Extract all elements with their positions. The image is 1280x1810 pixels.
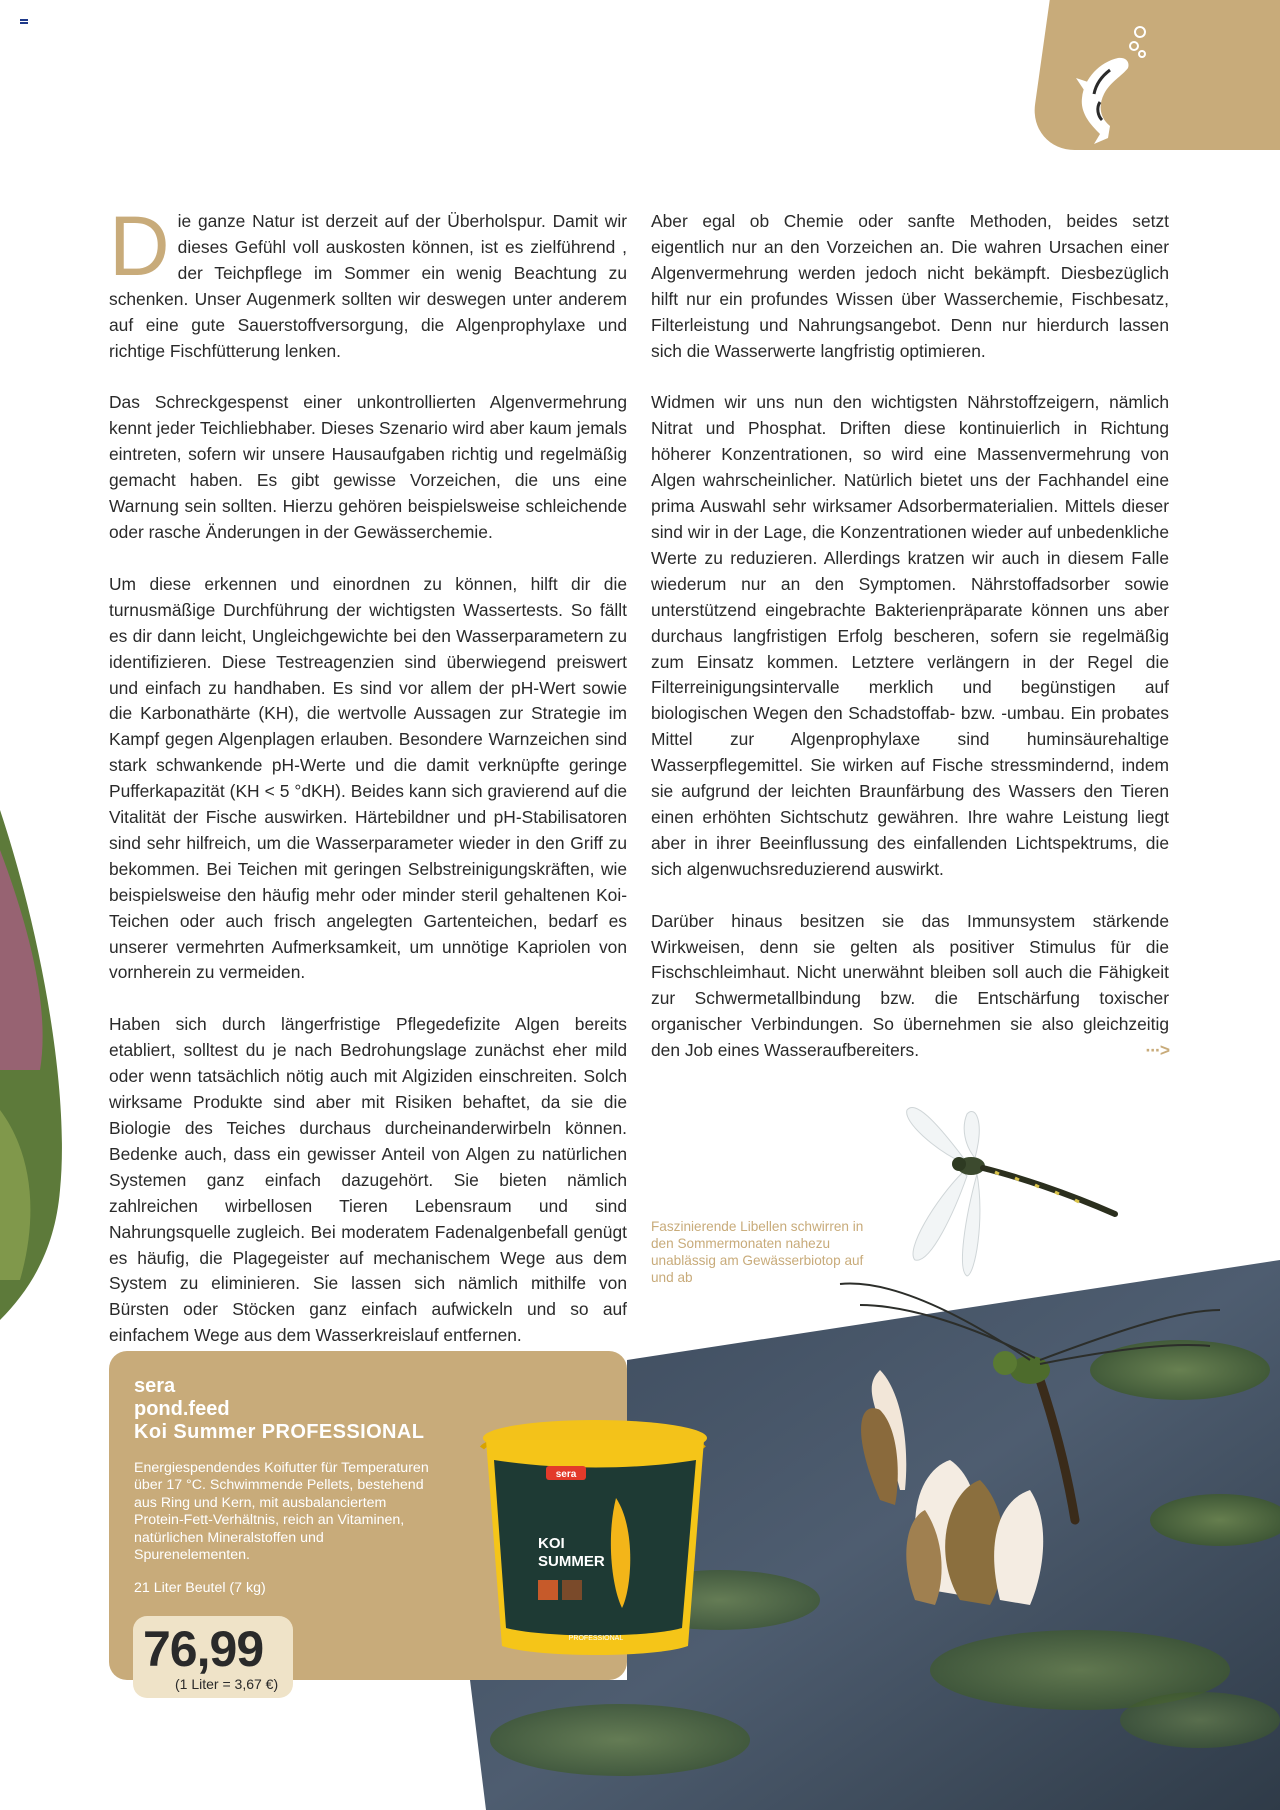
bucket-brand: sera (555, 1469, 577, 1480)
continue-arrow-icon[interactable]: ···> (1145, 1040, 1169, 1061)
article-paragraph: Aber egal ob Chemie oder sanfte Methoden, beides setzt eigentlich nur an den Vorzeichen an. Die wahren Ursachen einer Algenvermehrung werden jedoch nicht bekämpft. Diesbezüglich hilft nur ein profundes Wissen über Wasserchemie, Fischbesatz, Filterleistung und Nahrungsangebot. Denn nur hierdurch lassen sich die Wasserwerte langfristig optimieren. (651, 211, 1169, 361)
koi-fish-logo-icon (1070, 22, 1150, 147)
product-bucket-image (476, 1408, 714, 1658)
article-paragraph: Die ganze Natur ist derzeit auf der Überholspur. Damit wir dieses Gefühl voll auskosten können, ist es zielführend , der Teichpflege im Sommer ein wenig Beachtung zu schenken. Unser Augenmerk sollten wir deswegen unter anderem auf eine gute Sauerstoffversorgung, die Algenprophylaxe und richtige Fischfütterung lenken. (109, 199, 627, 361)
unit-price: (1 Liter = 3,67 €) (175, 1676, 279, 1692)
product-description: Energiespendendes Koifutter für Temperaturen über 17 °C. Schwimmende Pellets, bestehend aus Ring und Kern, mit ausbalanciertem Protein-Fett-Verhältnis, reich an Vitaminen, natürlichen Mineralstoffen und Spurenelementen. (134, 1460, 429, 1564)
dropcap: D (109, 199, 170, 293)
bucket-footer: PROFESSIONAL (568, 1635, 624, 1642)
garden-photo (0, 810, 70, 1320)
image-caption: Faszinierende Libellen schwirren in den Sommermonaten nahezu unablässig am Gewässerbiotop auf und ab (651, 1219, 864, 1285)
article-paragraph: Haben sich durch längerfristige Pflegedefizite Algen bereits etabliert, solltest du je nach Bedrohungslage zunächst eher mild oder wenn tatsächlich nötig auch mit Algiziden einschreiten. Solch wirksame Produkte sind aber mit Risiken behaftet, da sie die Biologie des Teiches durchaus durcheinanderwirbeln können. Bedenke auch, dass ein gewisser Anteil von Algen zu natürlichen Systemen ganz einfach dazugehört. Sie bieten nämlich zahlreichen wirbellosen Tieren Lebensraum und sind Nahrungsquelle zugleich. Bei moderatem Fadenalgenbefall genügt es häufig, die Plagegeister auf mechanischem Wege aus dem System zu eliminieren. Sie lassen sich nämlich mithilfe von Bürsten oder Stöcken ganz einfach aufwickeln und so auf einfachem Wege aus dem Wasserkreislauf entfernen. (109, 1014, 627, 1346)
language-flag-icon[interactable] (20, 19, 28, 26)
article-left-column (109, 199, 627, 1375)
article-paragraph: Widmen wir uns nun den wichtigsten Nährstoffzeigern, nämlich Nitrat und Phosphat. Driften diese kontinuierlich in Richtung höherer Konzentrationen, so wird eine Massenvermehrung von Algen wahrscheinlicher. Natürlich bietet uns der Fachhandel eine prima Auswahl sehr wirksamer Adsorbermaterialien. Mittels dieser sind wir in der Lage, die Konzentrationen wieder auf unbedenkliche Werte zu reduzieren. Allerdings kratzen wir auch in diesem Falle wiederum nur an den Symptomen. Nährstoffadsorber sowie unterstützend eingebrachte Bakterienpräparate können uns aber durchaus langfristigen Erfolg bescheren, sofern sie regelmäßig zum Einsatz kommen. Letztere verlängern in der Regel die Filterreinigungsintervalle merklich und begünstigen auf biologischen Wegen den Schadstoffab- bzw. -umbau. Ein probates Mittel zur Algenprophylaxe sind huminsäurehaltige Wasserpflegemittel. Sie wirken auf Fische stressmindernd, indem sie aufgrund der leichten Braunfärbung des Wassers den Tieren einen erhöhten Sichtschutz gewähren. Ihre wahre Leistung liegt aber in ihrer Beeinflussung des einfallenden Lichtspektrums, die sich algenwuchsreduzierend auswirkt. (651, 392, 1169, 879)
article-paragraph: Das Schreckgespenst einer unkontrollierten Algenvermehrung kennt jeder Teichliebhaber. Dieses Szenario wird aber kaum jemals eintreten, sofern wir unsere Hausaufgaben richtig und regelmäßig gemacht haben. Es gibt gewisse Vorzeichen, die uns eine Warnung sein sollten. Hierzu gehören beispielsweise schleichende oder rasche Änderungen in der Gewässerchemie. (109, 392, 627, 542)
product-name: Koi Summer PROFESSIONAL (134, 1421, 425, 1443)
product-brand: sera (134, 1375, 176, 1397)
article-paragraph: Darüber hinaus besitzen sie das Immunsystem stärkende Wirkweisen, denn sie gelten als positiver Stimulus für die Fischschleimhaut. Nicht unerwähnt bleiben soll auch die Fähigkeit zur Schwermetallbindung bzw. die Entschärfung toxischer organischer Verbindungen. So übernehmen sie also gleichzeitig den Job eines Wasseraufbereiters. ···> (651, 909, 1169, 1064)
corner-badge (1029, 0, 1280, 150)
price-tag (133, 1616, 293, 1698)
article-paragraph: Um diese erkennen und einordnen zu können, hilft dir die turnusmäßige Durchführung der wichtigsten Wassertests. So fällt es dir dann leicht, Ungleichgewichte bei den Wasserparametern zu identifizieren. Diese Testreagenzien sind überwiegend preiswert und einfach zu handhaben. Es sind vor allem der pH-Wert sowie die Karbonathärte (KH), die wertvolle Aussagen zur Strategie im Kampf gegen Algenplagen erlauben. Besondere Warnzeichen sind stark schwankende pH-Werte und die damit verknüpfte geringe Pufferkapazität (KH < 5 °dKH). Beides kann sich gravierend auf die Vitalität der Fische auswirken. Härtebildner und pH-Stabilisatoren sind sehr hilfreich, um die Wasserparameter wieder in den Griff zu bekommen. Bei Teichen mit geringen Selbstreinigungskräften, wie beispielsweise den häufig mehr oder minder steril gehaltenen Koi-Teichen oder auch frisch angelegten Gartenteichen, bedarf es unserer vermehrten Aufmerksamkeit, um unnötige Kapriolen von vornherein zu vermeiden. (109, 573, 627, 983)
product-line: pond.feed (134, 1398, 230, 1420)
bucket-title-summer: SUMMER (538, 1553, 605, 1570)
product-size: 21 Liter Beutel (7 kg) (134, 1580, 266, 1596)
price-value: 76,99 (143, 1621, 264, 1677)
article-right-column (651, 209, 1169, 1090)
bucket-title-koi: KOI (538, 1535, 565, 1552)
